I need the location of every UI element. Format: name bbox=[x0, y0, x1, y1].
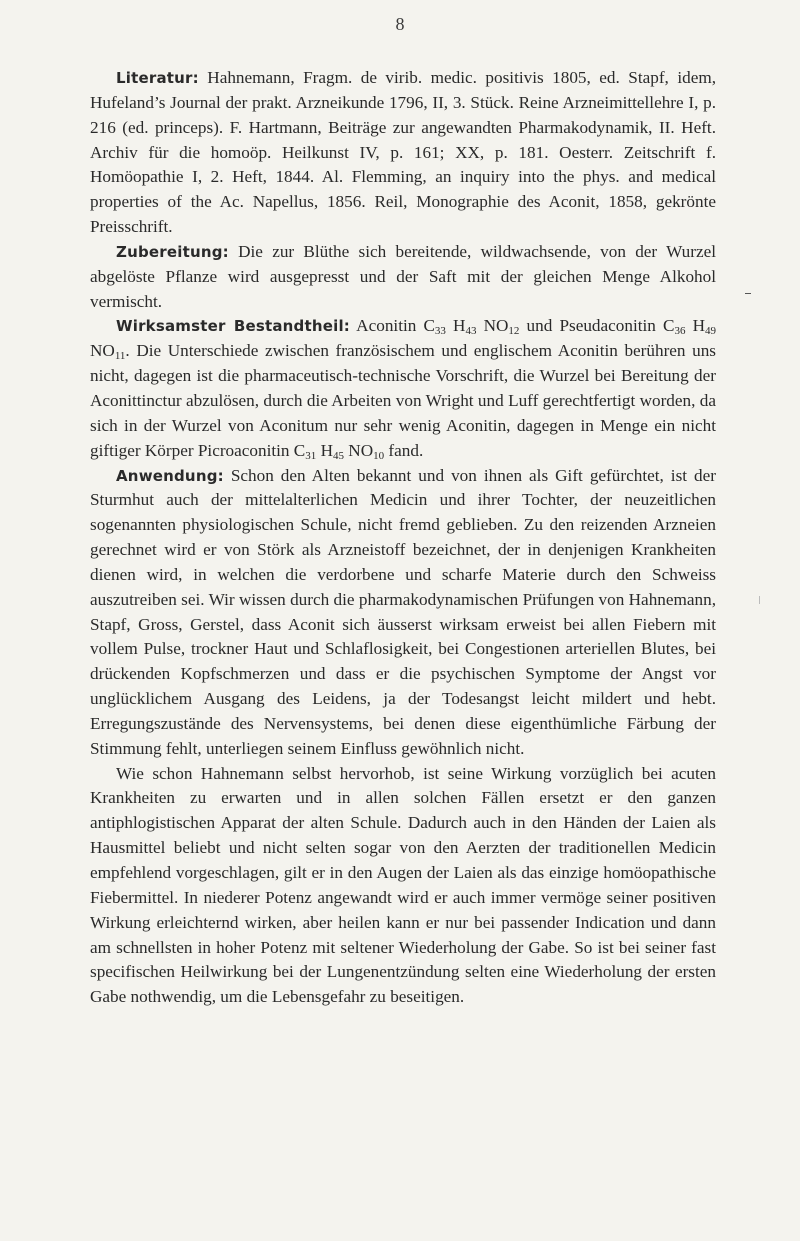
formula-subscript: 33 bbox=[434, 325, 446, 338]
formula-subscript: 43 bbox=[465, 325, 477, 338]
literature-text: Hahnemann, Fragm. de virib. medic. positivis 1805, ed. Stapf, idem, Hufeland’s Journal der prakt. Arzneikunde 1796, II, 3. Stück. Reine Arzneimittellehre I, p. 216 (ed. princeps). F. Hartmann, Beiträge zur angewandten Pharmakodynamik, II. Heft. Archiv für die homoöp. Heilkunst IV, p. 161; XX, p. 181. Oesterr. Zeitschrift f. Homöopathie I, 2. Heft, 1844. Al. Flemming, an inquiry into the phys. and medical properties of the Ac. Napellus, 1856. Reil, Monographie des Aconit, 1858, gekrönte Preisschrift. bbox=[90, 68, 716, 237]
active-ingredient-text: H bbox=[685, 316, 706, 336]
margin-speck bbox=[759, 596, 760, 604]
active-ingredient-text: Aconitin C bbox=[350, 316, 435, 336]
active-ingredient-text: . Die Unterschiede zwischen französischem und englischem Aconitin berühren uns nicht, dagegen ist die pharmaceutisch-technische Vorschrift, die Wurzel bei Bereitung der Aconittinctur abzulösen, durch die Arbeiten von Wright und Luff gerechtfertigt worden, da sich in der Wurzel von Aconitum nur sehr wenig Aconitin, dagegen in Menge ein nicht giftiger Körper Picroaconitin C bbox=[90, 341, 716, 460]
formula-subscript: 10 bbox=[373, 449, 385, 462]
active-ingredient-text: NO bbox=[343, 440, 374, 460]
hahnemann-text: Wie schon Hahnemann selbst hervorhob, ist seine Wirkung vorzüglich bei acuten Krankheiten zu erwarten und in allen solchen Fällen ersetzt er den ganzen antiphlogistischen Apparat der alten Schule. Dadurch auch in den Händen der Laien als Hausmittel beliebt und nicht selten sogar von den Aerzten der traditionellen Medicin empfehlend vorgeschlagen, gilt er in den Augen der Laien als das einzige homöopathische Fiebermittel. In niederer Potenz angewandt wird er auch immer vermöge seiner positiven Wirkung erleichternd wirken, aber heilen kann er nur bei passender Indication und dann am schnellsten in hoher Potenz mit seltener Wiederholung der Gabe. So ist bei seiner fast specifischen Heilwirkung bei der Lungenentzündung selten eine Wiederholung der ersten Gabe nothwendig, um die Lebensgefahr zu beseitigen. bbox=[90, 763, 716, 1007]
literature-heading: Literatur: bbox=[116, 69, 199, 87]
formula-subscript: 31 bbox=[305, 449, 317, 462]
literature-paragraph bbox=[90, 66, 716, 240]
active-ingredient-text: NO bbox=[476, 316, 509, 336]
formula-subscript: 45 bbox=[332, 449, 344, 462]
formula-subscript: 36 bbox=[674, 325, 686, 338]
preparation-heading: Zubereitung: bbox=[116, 242, 229, 261]
active-ingredient-text: fand. bbox=[384, 440, 424, 460]
body-text bbox=[90, 66, 716, 1010]
active-ingredient-heading: Wirksamster Bestandtheil: bbox=[116, 317, 351, 336]
application-paragraph bbox=[90, 464, 716, 762]
application-text: Schon den Alten bekannt und von ihnen als Gift gefürchtet, ist der Sturmhut auch der mittelalterlichen Medicin und ihrer Tochter, der neuzeitlichen sogenannten physiologischen Schule, nicht fremd geblieben. Zu den reizenden Arzneien gerechnet wird er von Störk als Arzneistoff bezeichnet, der in denjenigen Krankheiten dienen wird, in welchen die verdorbene und scharfe Materie durch den Schweiss auszutreiben sei. Wir wissen durch die pharmakodynamischen Prüfungen von Hahnemann, Stapf, Gross, Gerstel, dass Aconit sich äusserst wirksam erweist bei allen Fiebern mit vollem Pulse, trockner Haut und Schlaflosigkeit, bei Congestionen arteriellen Blutes, bei drückenden Kopfschmerzen und dass er die psychischen Symptome der Angst vor unglücklichem Ausgang des Leidens, ja der Todesangst leicht mildert und hebt. Erregungszustände des Nervensystems, bei denen diese eigenthümliche Färbung der Stimmung fehlt, unterliegen seinem Einfluss gewöhnlich nicht. bbox=[90, 465, 716, 758]
page-number: 8 bbox=[395, 14, 405, 34]
formula-subscript: 11 bbox=[114, 350, 126, 363]
preparation-text: Die zur Blüthe sich bereitende, wildwachsende, von der Wurzel abgelöste Pflanze wird ausgepresst und der Saft mit der gleichen Menge Alkohol vermischt. bbox=[90, 241, 716, 311]
formula-subscript: 49 bbox=[705, 325, 717, 338]
formula-subscript: 12 bbox=[508, 325, 520, 338]
active-ingredient-text: H bbox=[445, 316, 466, 336]
active-ingredient-text: NO bbox=[90, 341, 115, 361]
margin-mark bbox=[745, 293, 751, 294]
application-heading: Anwendung: bbox=[116, 466, 224, 485]
preparation-paragraph bbox=[90, 240, 716, 315]
hahnemann-paragraph bbox=[90, 762, 716, 1010]
active-ingredient-paragraph bbox=[90, 314, 716, 463]
active-ingredient-text: und Pseudaconitin C bbox=[519, 316, 675, 336]
active-ingredient-text: H bbox=[316, 440, 333, 460]
